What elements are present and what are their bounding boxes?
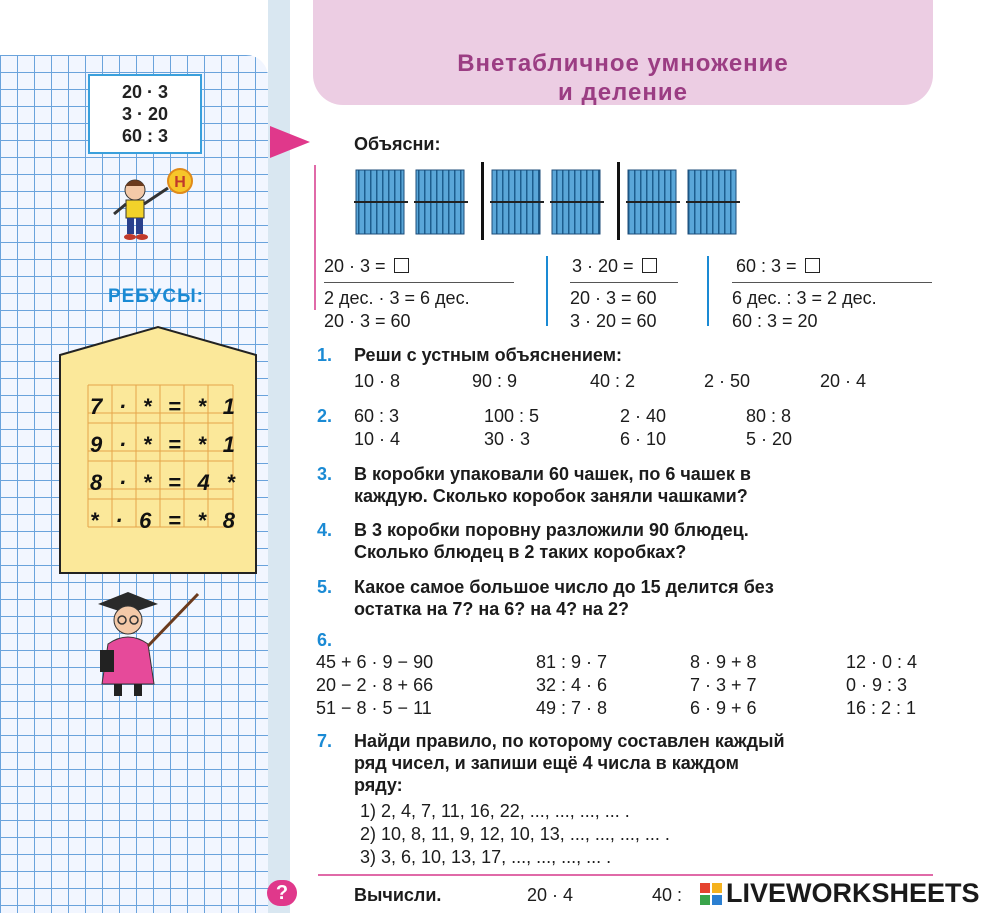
task7-sequence: 2) 10, 8, 11, 9, 12, 10, 13, ..., ..., ..., ... . [360, 824, 670, 844]
task7-text: ряду: [354, 775, 403, 795]
task1-item: 20 · 4 [820, 371, 867, 391]
explain-label: Объясни: [354, 134, 441, 154]
expr: 3 · 20 = [572, 256, 639, 276]
teacher-illustration [88, 584, 208, 699]
expr: 20 · 3 = [324, 256, 391, 276]
task6-item: 51 − 8 · 5 − 11 [316, 698, 432, 718]
bottom-rule [318, 874, 933, 876]
task1-text: Реши с устным объяснением: [354, 345, 623, 365]
answer-box-icon [394, 258, 409, 273]
underline [732, 282, 932, 283]
task1-item: 2 · 50 [704, 371, 751, 391]
task6-item: 20 − 2 · 8 + 66 [316, 675, 434, 695]
underline [570, 282, 678, 283]
rebus-cell: 6 [139, 508, 152, 533]
answer-box-icon [642, 258, 657, 273]
task1-item: 10 · 8 [354, 371, 401, 391]
task1-item: 40 : 2 [590, 371, 636, 391]
task2-item: 10 · 4 [354, 429, 401, 449]
rebus-cell: · [115, 508, 123, 533]
page-title: Внетабличное умножение [457, 50, 789, 77]
expr: 60 : 3 = [736, 256, 802, 276]
rebus-row [90, 394, 235, 420]
badge-letter: Н [174, 174, 186, 191]
task5-text: остатка на 7? на 6? на 4? на 2? [354, 599, 629, 619]
bottom-expr: 20 · 4 [527, 885, 574, 905]
task6-item: 49 : 7 · 8 [536, 698, 608, 718]
rebus-cell: 1 [222, 394, 235, 419]
task-number: 1. [317, 345, 333, 365]
task3-text: каждую. Сколько коробок заняли чашками? [354, 486, 748, 506]
liveworksheets-watermark [700, 878, 980, 909]
task4-text: В 3 коробки поровну разложили 90 блюдец. [354, 520, 749, 540]
rebus-cell: 7 [90, 394, 103, 419]
task2-item: 100 : 5 [484, 406, 540, 426]
task-number: 7. [317, 731, 333, 751]
rebus-cell: 8 [222, 508, 235, 533]
task6-item: 0 · 9 : 3 [846, 675, 908, 695]
task-number: 6. [317, 630, 333, 650]
task2-item: 80 : 8 [746, 406, 792, 426]
rebus-cell: · [118, 470, 127, 495]
explain-col3-top [736, 256, 820, 277]
bundle [550, 170, 604, 234]
task7-sequence: 1) 2, 4, 7, 11, 16, 22, ..., ..., ..., ... . [360, 801, 630, 821]
watermark-text: LIVEWORKSHEETS [726, 878, 980, 908]
stick-bundles [352, 168, 752, 238]
rebus-cell: = [168, 394, 181, 419]
rebus-cell: * [226, 470, 235, 495]
task2-item: 30 · 3 [484, 429, 531, 449]
formula-line: 20 · 3 [121, 82, 169, 102]
task-number: 5. [317, 577, 333, 597]
column-separator [707, 256, 709, 326]
formula-box [88, 74, 202, 154]
bundle-separator [617, 162, 620, 240]
task6-item: 16 : 2 : 1 [846, 698, 917, 718]
rebus-title: РЕБУСЫ: [108, 286, 204, 307]
rebus-cell: * [197, 394, 207, 419]
rebus-cell: = [168, 432, 181, 457]
rebus-cell: * [90, 508, 99, 533]
left-panel-top [0, 0, 268, 55]
formula-line: 3 · 20 [121, 104, 169, 124]
pupil-illustration [100, 168, 210, 243]
answer-box-icon [805, 258, 820, 273]
rebus-cell: · [118, 432, 127, 457]
task6-item: 45 + 6 · 9 − 90 [316, 652, 434, 672]
task3-text: В коробки упаковали 60 чашек, по 6 чашек в [354, 464, 751, 484]
bundle [414, 170, 468, 234]
rebus-cell: * [142, 432, 152, 457]
task6-item: 7 · 3 + 7 [690, 675, 757, 695]
task6-item: 6 · 9 + 6 [690, 698, 757, 718]
explain-col3-line2: 60 : 3 = 20 [732, 311, 818, 331]
task4-text: Сколько блюдец в 2 таких коробках? [354, 542, 687, 562]
rebus-cell: * [142, 394, 152, 419]
page-title-line2: и деление [558, 79, 688, 106]
bundle [354, 170, 408, 234]
task-number: 2. [317, 406, 333, 426]
bundle [490, 170, 544, 234]
rebus-cell: 1 [222, 432, 235, 457]
liveworksheets-logo-icon [700, 883, 722, 905]
task2-item: 6 · 10 [620, 429, 667, 449]
question-badge-icon: ? [267, 880, 297, 906]
task7-text: Найди правило, по которому составлен каждый [354, 731, 785, 751]
rebus-cell: = [168, 508, 181, 533]
task2-item: 5 · 20 [746, 429, 793, 449]
explain-col2-line1: 20 · 3 = 60 [570, 288, 657, 308]
explain-col2-line2: 3 · 20 = 60 [570, 311, 657, 331]
rebus-cell: 4 [197, 470, 210, 495]
task-number: 3. [317, 464, 333, 484]
rebus-row [90, 432, 235, 458]
bottom-expr: 40 : [652, 885, 683, 905]
task2-item: 2 · 40 [620, 406, 667, 426]
rebus-cell: * [142, 470, 152, 495]
rebus-cell: = [168, 470, 181, 495]
rebus-cell: * [197, 432, 207, 457]
bundle [686, 170, 740, 234]
task6-item: 32 : 4 · 6 [536, 675, 608, 695]
bundle [626, 170, 680, 234]
explain-col3-line1: 6 дес. : 3 = 2 дес. [732, 288, 877, 308]
task5-text: Какое самое большое число до 15 делится без [354, 577, 774, 597]
task7-sequence: 3) 3, 6, 10, 13, 17, ..., ..., ..., ... . [360, 847, 612, 867]
task1-item: 90 : 9 [472, 371, 518, 391]
task2-item: 60 : 3 [354, 406, 400, 426]
formula-line: 60 : 3 [121, 126, 169, 146]
task6-item: 8 · 9 + 8 [690, 652, 757, 672]
rebus-row [90, 508, 235, 534]
rebus-cell: * [197, 508, 207, 533]
task6-item: 81 : 9 · 7 [536, 652, 608, 672]
task6-item: 12 · 0 : 4 [846, 652, 918, 672]
task-number: 4. [317, 520, 333, 540]
explain-col1-line1: 2 дес. · 3 = 6 дес. [324, 288, 470, 308]
section-arrow-icon [270, 126, 310, 158]
page-header [313, 0, 933, 105]
explain-col2-top [572, 256, 657, 277]
explain-side-line [314, 165, 316, 310]
rebus-cell: 8 [90, 470, 103, 495]
column-separator [546, 256, 548, 326]
rebus-cell: · [118, 394, 127, 419]
bundle-separator [481, 162, 484, 240]
bottom-text: Вычисли. [354, 885, 442, 905]
underline [324, 282, 514, 283]
rebus-row [90, 470, 235, 496]
rebus-cell: 9 [90, 432, 103, 457]
explain-col1-line2: 20 · 3 = 60 [324, 311, 411, 331]
task7-text: ряд чисел, и запиши ещё 4 числа в каждом [354, 753, 739, 773]
explain-col1-top [324, 256, 409, 277]
